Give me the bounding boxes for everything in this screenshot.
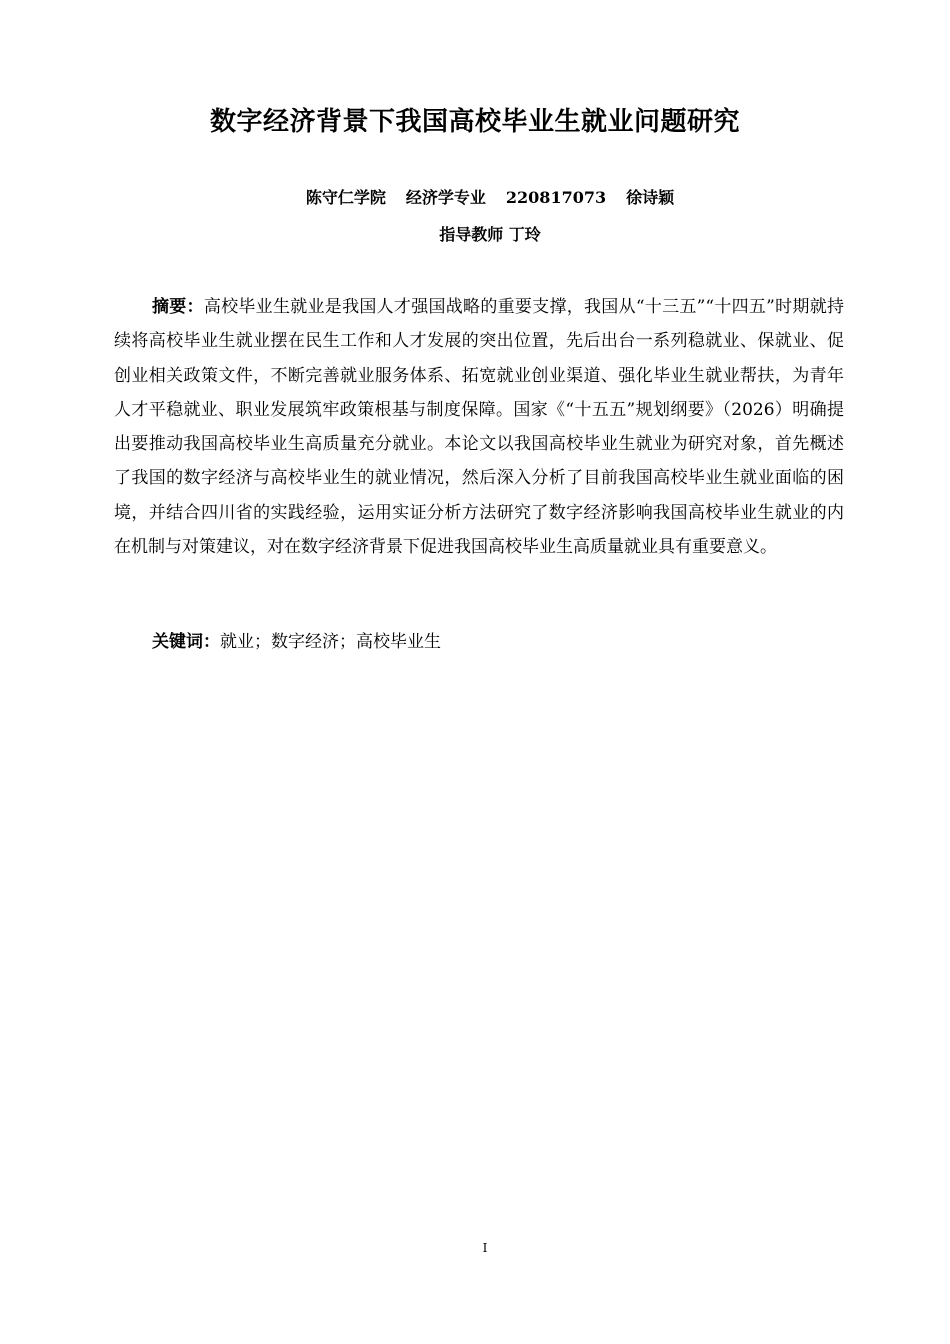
advisor-info [0,223,950,247]
advisor-label: 指导教师 [439,225,504,244]
abstract-text: 高校毕业生就业是我国人才强国战略的重要支撑，我国从“十三五”“十四五”时期就持续将高校毕业生就业摆在民生工作和人才发展的突出位置，先后出台一系列稳就业、保就业、促创业相关政策文件，不断完善就业服务体系、拓宽就业创业渠道、强化毕业生就业帮扶，为青年人才平稳就业、职业发展筑牢政策根基与制度保障。国家《“十五五”规划纲要》（2026）明确提出要推动我国高校毕业生高质量充分就业。本论文以我国高校毕业生就业为研究对象，首先概述了我国的数字经济与高校毕业生的就业情况，然后深入分析了目前我国高校毕业生就业面临的困境，并结合四川省的实践经验，运用实证分析方法研究了数字经济影响我国高校毕业生就业的内在机制与对策建议，对在数字经济背景下促进我国高校毕业生高质量就业具有重要意义。 [114,297,844,558]
author-student-id: 220817073 [505,188,607,207]
paper-title: 数字经济背景下我国高校毕业生就业问题研究 [209,107,740,137]
abstract-label: 摘要： [152,297,204,317]
keywords-line [152,628,441,656]
keywords-label: 关键词： [152,632,220,652]
author-major: 经济学专业 [405,188,486,207]
page-number: I [482,1241,488,1255]
author-info [0,186,950,210]
abstract-paragraph [114,290,844,564]
keywords-text: 就业；数字经济；高校毕业生 [220,632,441,652]
author-college: 陈守仁学院 [305,188,386,207]
author-name: 徐诗颖 [626,188,675,207]
advisor-name: 丁玲 [508,225,541,244]
